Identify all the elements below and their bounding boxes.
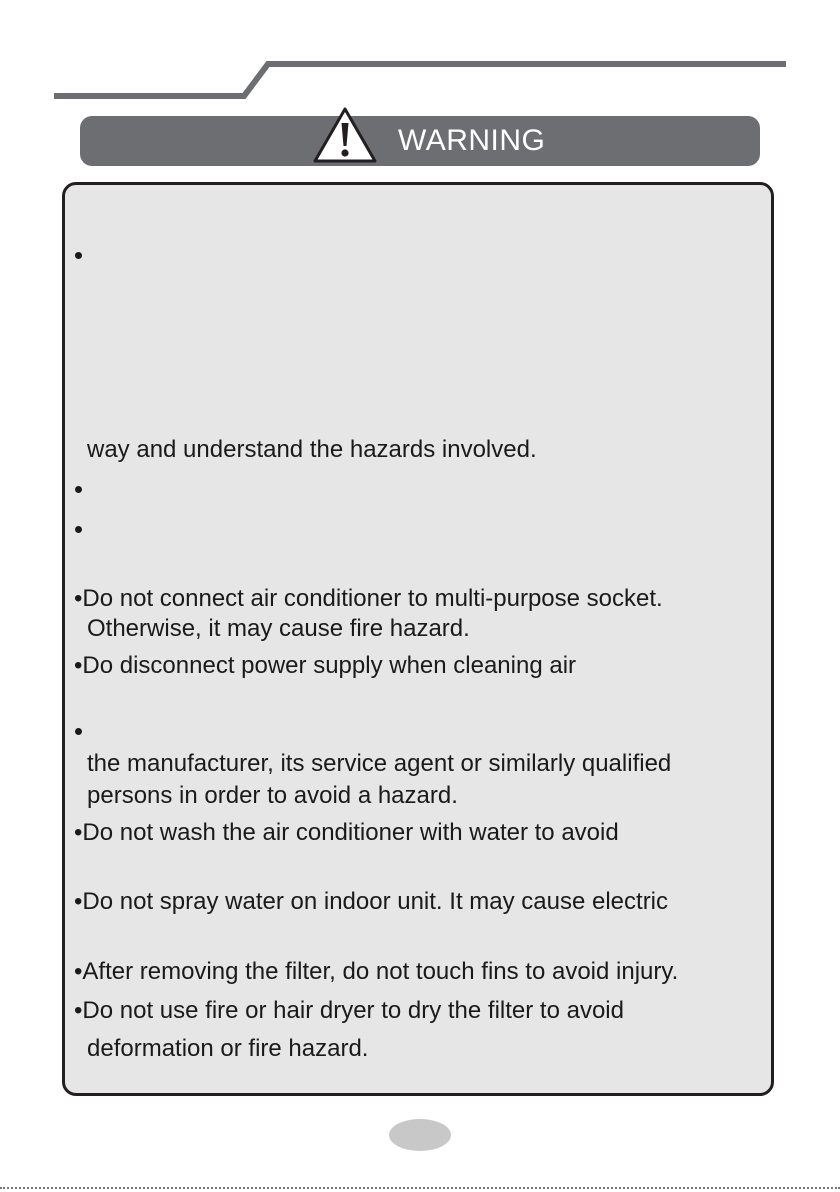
warning-line: the manufacturer, its service agent or similarly qualified [87, 750, 672, 777]
warning-line: •Do not use fire or hair dryer to dry the filter to avoid [74, 997, 624, 1024]
header-divider [0, 0, 840, 110]
warning-line: •Do not wash the air conditioner with water to avoid [74, 819, 619, 846]
bullet-dot-icon [75, 526, 82, 533]
bullet-dot-icon [75, 252, 82, 259]
warning-line: Otherwise, it may cause fire hazard. [87, 615, 470, 642]
warning-line: •Do not spray water on indoor unit. It may cause electric [74, 888, 669, 915]
warning-title: WARNING [398, 124, 546, 157]
bullet-dot-icon [75, 486, 82, 493]
warning-line: •Do disconnect power supply when cleaning air [74, 652, 577, 679]
page-number-badge [389, 1119, 451, 1151]
warning-line: •Do not connect air conditioner to multi-purpose socket. [74, 585, 663, 612]
bottom-dotted-rule [0, 1187, 840, 1189]
warning-line: way and understand the hazards involved. [87, 436, 537, 463]
warning-line: deformation or fire hazard. [87, 1035, 369, 1062]
warning-line: persons in order to avoid a hazard. [87, 782, 458, 809]
bullet-dot-icon [75, 728, 82, 735]
warning-line: •After removing the filter, do not touch fins to avoid injury. [74, 958, 679, 985]
warning-icon [312, 106, 378, 164]
